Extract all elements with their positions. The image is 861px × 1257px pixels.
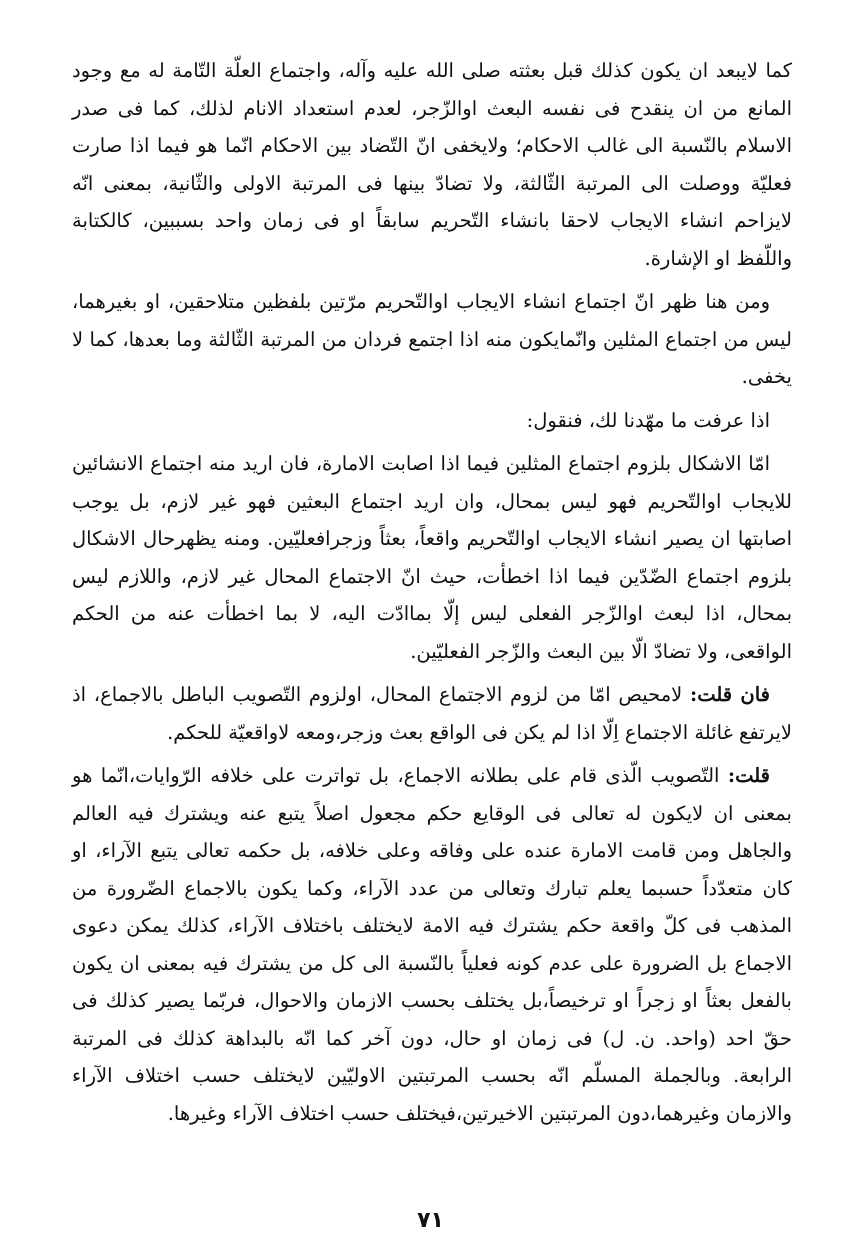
paragraph-2-text: ومن هنا ظهر انّ اجتماع انشاء الايجاب اوالتّحريم مرّتين بلفظين متلاحقين، او بغيرهما، ليس من اجتماع المثلين وانّمايكون منه اذا اجتمع فردان من المرتبة الثّالثة وما بعدها، كما لا يخفى. (72, 290, 792, 388)
paragraph-5-text: لامحيص امّا من لزوم الاجتماع المحال، اولزوم التّصويب الباطل بالاجماع، اذ لايرتفع غائلة الاجتماع اِلّا اذا لم يكن فى الواقع بعث وزجر،ومعه لاواقعيّة للحكم. (72, 683, 792, 744)
paragraph-1 (72, 52, 792, 277)
paragraph-6 (72, 757, 792, 1132)
page-number: ٧١ (417, 1208, 444, 1233)
paragraph-2 (72, 283, 792, 396)
paragraph-5-lead: فان قلت: (690, 683, 771, 706)
paragraph-4 (72, 445, 792, 670)
paragraph-3 (72, 402, 792, 440)
paragraph-6-text: التّصويب الّذى قام على بطلانه الاجماع، بل تواترت على خلافه الرّوايات،انّما هو بمعنى ان لايكون له تعالى فى الوقايع حكم مجعول اصلاً يتبع عنه ويشترك فيه العالم والجاهل ومن قامت الامارة عنده على وفاقه وعلى خلافه، بل حكمه تعالى يتبع الآراء، او كان متعدّداً حسبما يعلم تبارك وتعالى من عدد الآراء، وكما يكون بالاجماع الضّرورة من المذهب فى كلّ واقعة حكم يشترك فيه الامة لايختلف باختلاف الآراء، كذلك يمكن دعوى الاجماع بل الضرورة على عدم كونه فعلياً بالنّسبة الى كل من يشترك فيه بمعنى ان يكون بالفعل بعثاً او زجراً او ترخيصاً،بل يختلف بحسب الازمان والاحوال، فربّما يصير كذلك فى حقّ احد (واحد. ن. ل) فى زمان او حال، دون آخر كما انّه بالبداهة كذلك فى المرتبة الرابعة. وبالجملة المسلّم انّه بحسب المرتبتين الاوليّين لايختلف حسب اختلاف الآراء والازمان وغيرهما،دون المرتبتين الاخيرتين،فيختلف حسب اختلاف الآراء وغيرها. (72, 764, 792, 1125)
page-body (72, 52, 792, 1212)
paragraph-1-text: كما لايبعد ان يكون كذلك قبل بعثته صلى الله عليه وآله، واجتماع العلّة التّامة له مع وجود المانع من ان ينقدح فى نفسه البعث اوالزّجر، لعدم استعداد الانام لذلك، كما فى صدر الاسلام بالنّسبة الى غالب الاحكام؛ ولايخفى انّ التّضاد بين الاحكام انّما هو فيما اذا صارت فعليّة ووصلت الى المرتبة الثّالثة، ولا تضادّ بينها فى المرتبة الاولى والثّانية، بمعنى انّه لايزاحم انشاء الايجاب لاحقا بانشاء التّحريم سابقاً او فى زمان واحد بسببين، كالكتابة واللّفظ او الإشارة. (72, 59, 792, 270)
paragraph-5 (72, 676, 792, 751)
paragraph-6-lead: قلت: (727, 764, 770, 787)
paragraph-3-text: اذا عرفت ما مهّدنا لك، فنقول: (526, 408, 770, 432)
paragraph-4-text: امّا الاشكال بلزوم اجتماع المثلين فيما اذا اصابت الامارة، فان اريد منه اجتماع الانشائين للايجاب اوالتّحريم فهو ليس بمحال، وان اريد اجتماع البعثين فهو غير لازم، بل يوجب اصابتها ان يصير انشاء الايجاب اوالتّحريم واقعاً، بعثاً وزجرافعليّين. ومنه يظهرحال الاشكال بلزوم اجتماع الضّدّين فيما اذا اخطأت، حيث انّ الاجتماع المحال غير لازم، واللازم ليس بمحال، اذا لبعث اوالزّجر الفعلى ليس إلّا بماادّت اليه، لا بما اخطأت عنه من الحكم الواقعى، ولا تضادّ الّا بين البعث والزّجر الفعليّين. (72, 452, 792, 663)
